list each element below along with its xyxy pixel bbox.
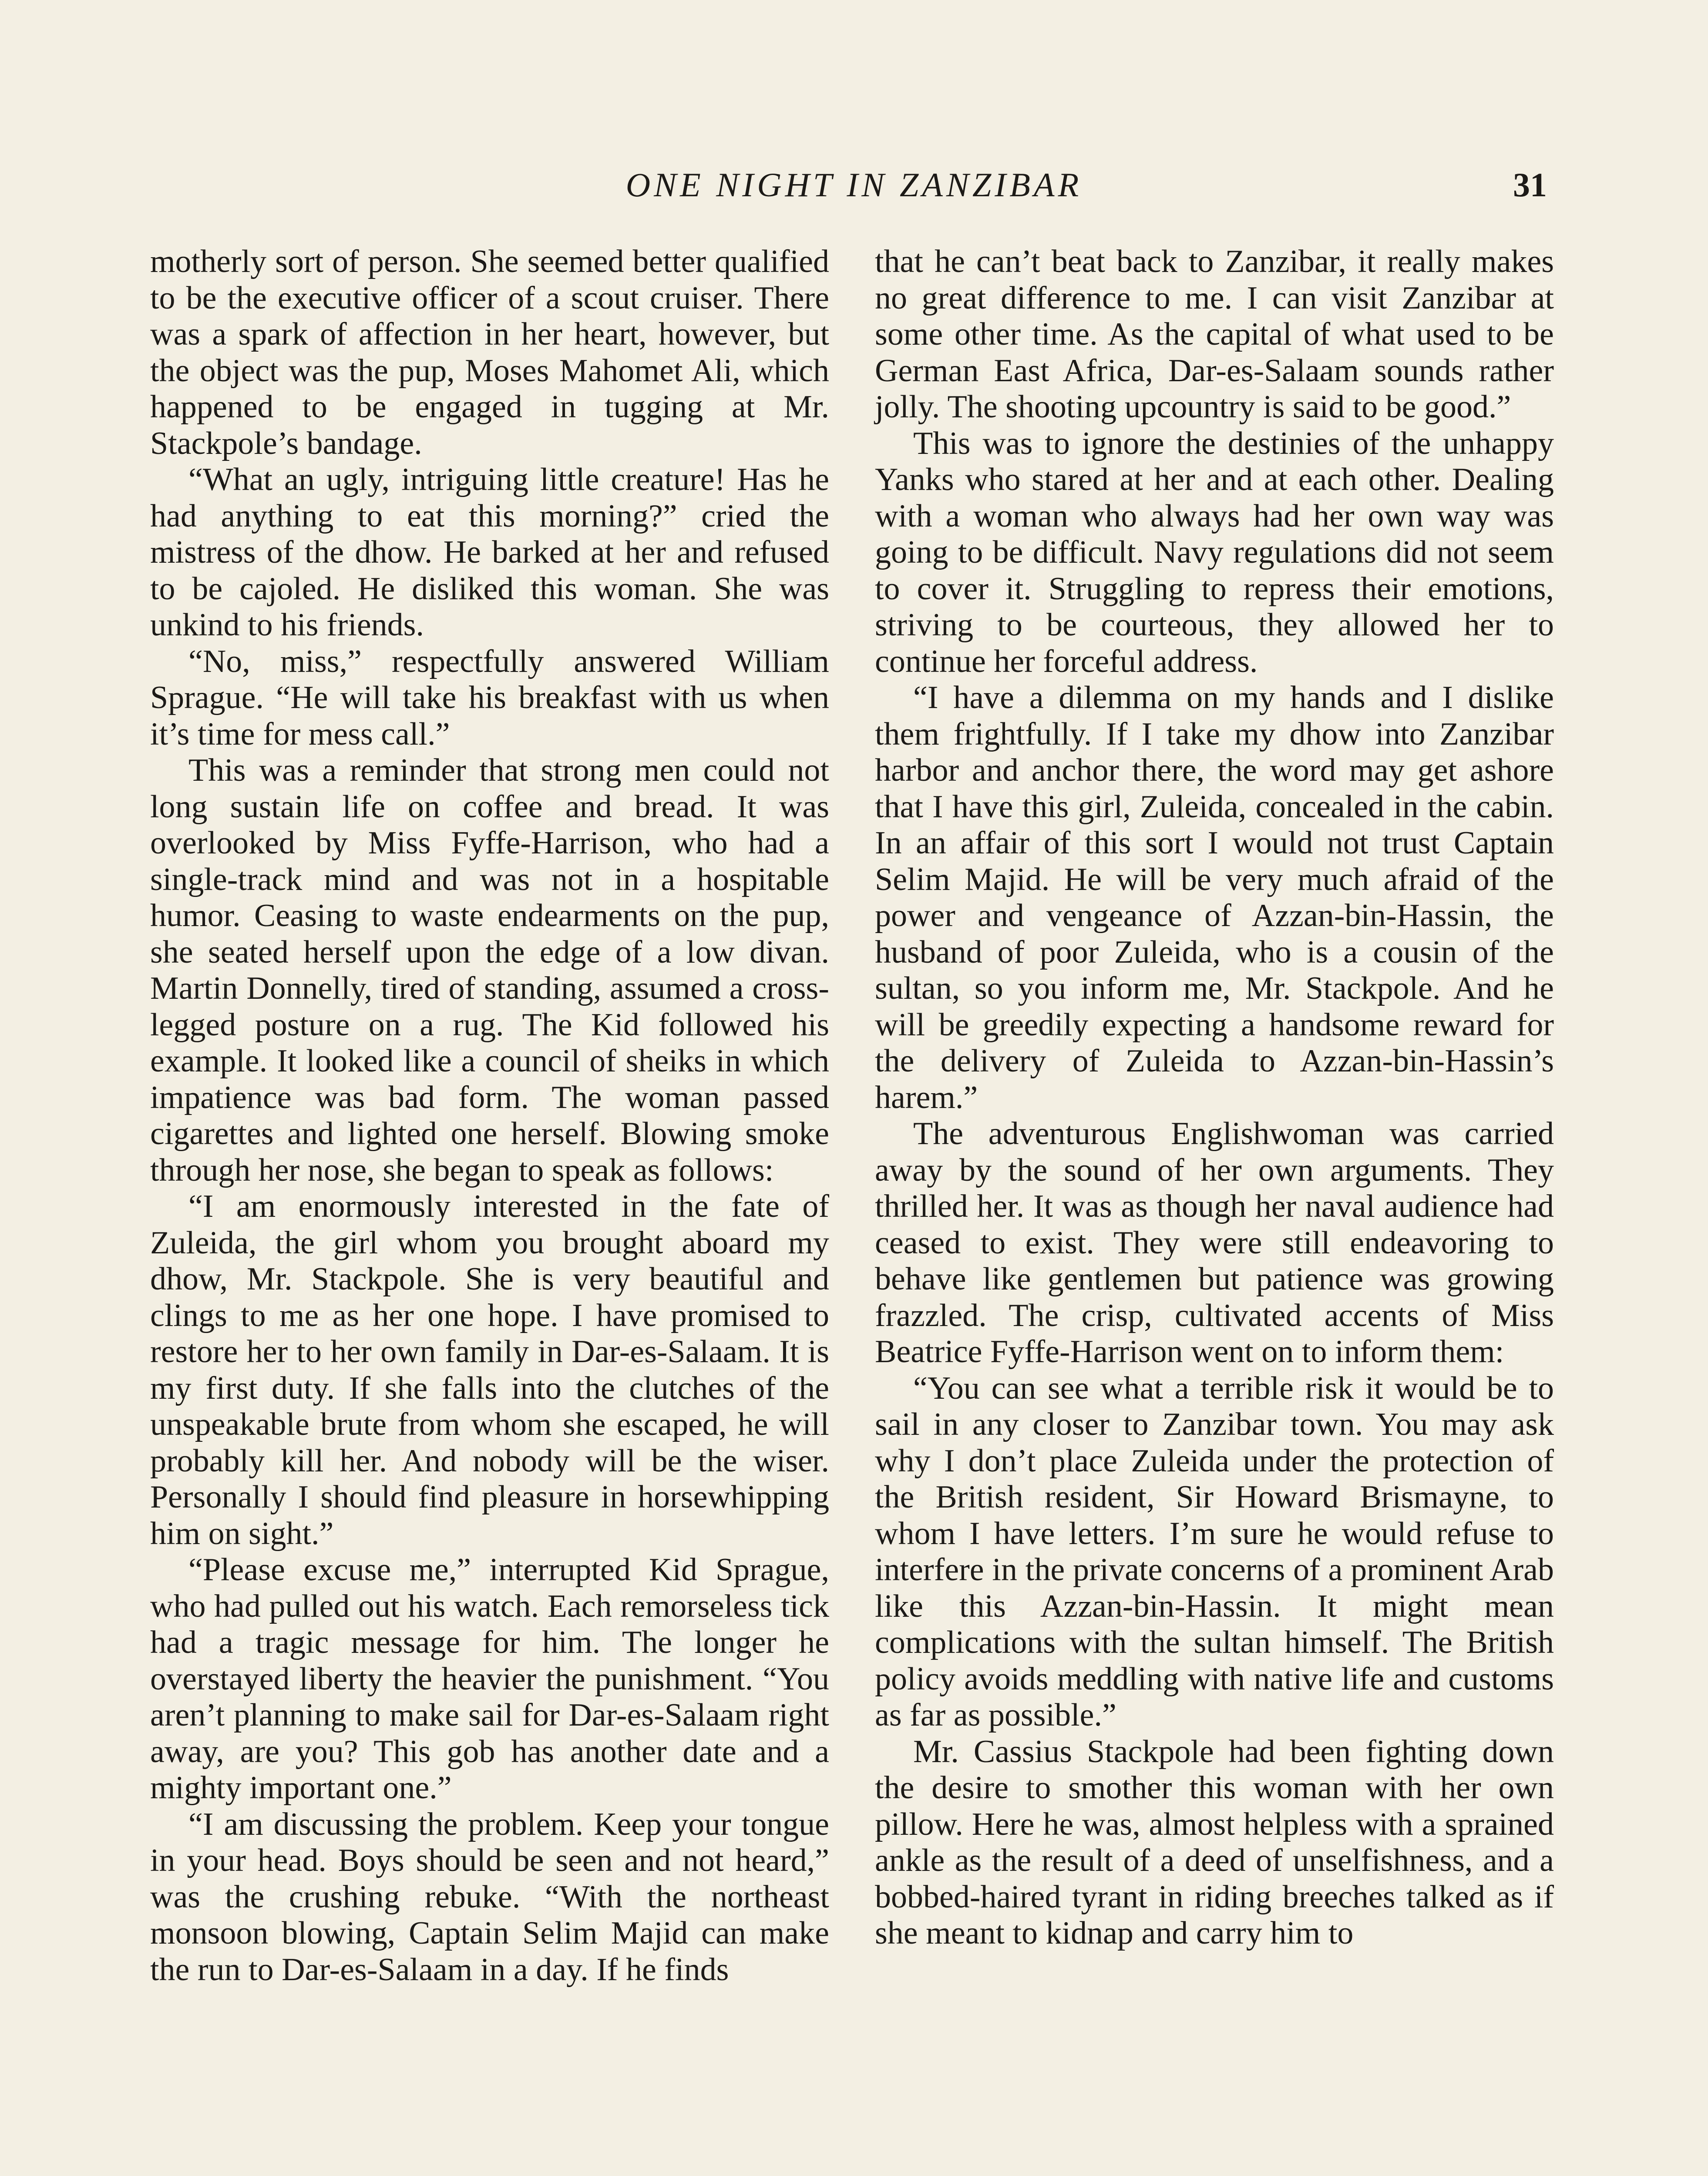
page-number: 31 bbox=[1513, 166, 1547, 204]
paragraph: “No, miss,” respectfully answered William Sprague. “He will take his breakfast with us when it’s time for mess call.” bbox=[150, 643, 829, 752]
paragraph: “What an ugly, intriguing little creature! Has he had anything to eat this morning?” cried the mistress of the dhow. He barked at her and refused to be cajoled. He disliked this woman. She was unkind to his friends. bbox=[150, 462, 829, 643]
paragraph: Mr. Cassius Stackpole had been fighting down the desire to smother this woman with her own pillow. Here he was, almost helpless with a sprained ankle as the result of a deed of unselfishness, and a bobbed-haired tyrant in riding breeches talked as if she meant to kidnap and carry him to bbox=[875, 1733, 1554, 1951]
paragraph: This was to ignore the destinies of the unhappy Yanks who stared at her and at each other. Dealing with a woman who always had her own way was going to be difficult. Navy regulations did not seem to cover it. Struggling to repress their emotions, striving to be courteous, they allowed her to continue her forceful address. bbox=[875, 425, 1554, 679]
paragraph: that he can’t beat back to Zanzibar, it really makes no great difference to me. I can visit Zanzibar at some other time. As the capital of what used to be German East Africa, Dar-es-Salaam sounds rather jolly. The shooting upcountry is said to be good.” bbox=[875, 244, 1554, 425]
paragraph: “I am enormously interested in the fate of Zuleida, the girl whom you brought aboard my dhow, Mr. Stackpole. She is very beautiful and clings to me as her one hope. I have promised to restore her to her own family in Dar-es-Salaam. It is my first duty. If she falls into the clutches of the unspeakable brute from whom she escaped, he will probably kill her. And nobody will be the wiser. Personally I should find pleasure in horsewhipping him on sight.” bbox=[150, 1189, 829, 1551]
paragraph: The adventurous Englishwoman was carried away by the sound of her own arguments. They thrilled her. It was as though her naval audience had ceased to exist. They were still endeavoring to behave like gentlemen but patience was growing frazzled. The crisp, cultivated accents of Miss Beatrice Fyffe-Harrison went on to inform them: bbox=[875, 1116, 1554, 1370]
paragraph: “You can see what a terrible risk it would be to sail in any closer to Zanzibar town. You may ask why I don’t place Zuleida under the protection of the British resident, Sir Howard Brismayne, to whom I have letters. I’m sure he would refuse to interfere in the private concerns of a prominent Arab like this Azzan-bin-Hassin. It might mean complications with the sultan himself. The British policy avoids meddling with native life and customs as far as possible.” bbox=[875, 1370, 1554, 1733]
paragraph: motherly sort of person. She seemed better qualified to be the executive officer of a scout cruiser. There was a spark of affection in her heart, however, but the object was the pup, Moses Mahomet Ali, which happened to be engaged in tugging at Mr. Stackpole’s bandage. bbox=[150, 244, 829, 461]
text-column-left bbox=[150, 244, 829, 1988]
paragraph: “I am discussing the problem. Keep your tongue in your head. Boys should be seen and not heard,” was the crushing rebuke. “With the northeast monsoon blowing, Captain Selim Majid can make the run to Dar-es-Salaam in a day. If he finds bbox=[150, 1806, 829, 1988]
page-header bbox=[0, 165, 1708, 218]
paragraph: This was a reminder that strong men could not long sustain life on coffee and bread. It was overlooked by Miss Fyffe-Harrison, who had a single-track mind and was not in a hospitable humor. Ceasing to waste endearments on the pup, she seated herself upon the edge of a low divan. Martin Donnelly, tired of standing, assumed a cross-legged posture on a rug. The Kid followed his example. It looked like a council of sheiks in which impatience was bad form. The woman passed cigarettes and lighted one herself. Blowing smoke through her nose, she began to speak as follows: bbox=[150, 752, 829, 1188]
text-column-right bbox=[875, 244, 1554, 1952]
paragraph: “Please excuse me,” interrupted Kid Sprague, who had pulled out his watch. Each remorseless tick had a tragic message for him. The longer he overstayed liberty the heavier the punishment. “You aren’t planning to make sail for Dar-es-Salaam right away, are you? This gob has another date and a mighty important one.” bbox=[150, 1552, 829, 1806]
paragraph: “I have a dilemma on my hands and I dislike them frightfully. If I take my dhow into Zanzibar harbor and anchor there, the word may get ashore that I have this girl, Zuleida, concealed in the cabin. In an affair of this sort I would not trust Captain Selim Majid. He will be very much afraid of the power and vengeance of Azzan-bin-Hassin, the husband of poor Zuleida, who is a cousin of the sultan, so you inform me, Mr. Stackpole. And he will be greedily expecting a handsome reward for the delivery of Zuleida to Azzan-bin-Hassin’s harem.” bbox=[875, 680, 1554, 1115]
running-title: ONE NIGHT IN ZANZIBAR bbox=[625, 166, 1083, 204]
